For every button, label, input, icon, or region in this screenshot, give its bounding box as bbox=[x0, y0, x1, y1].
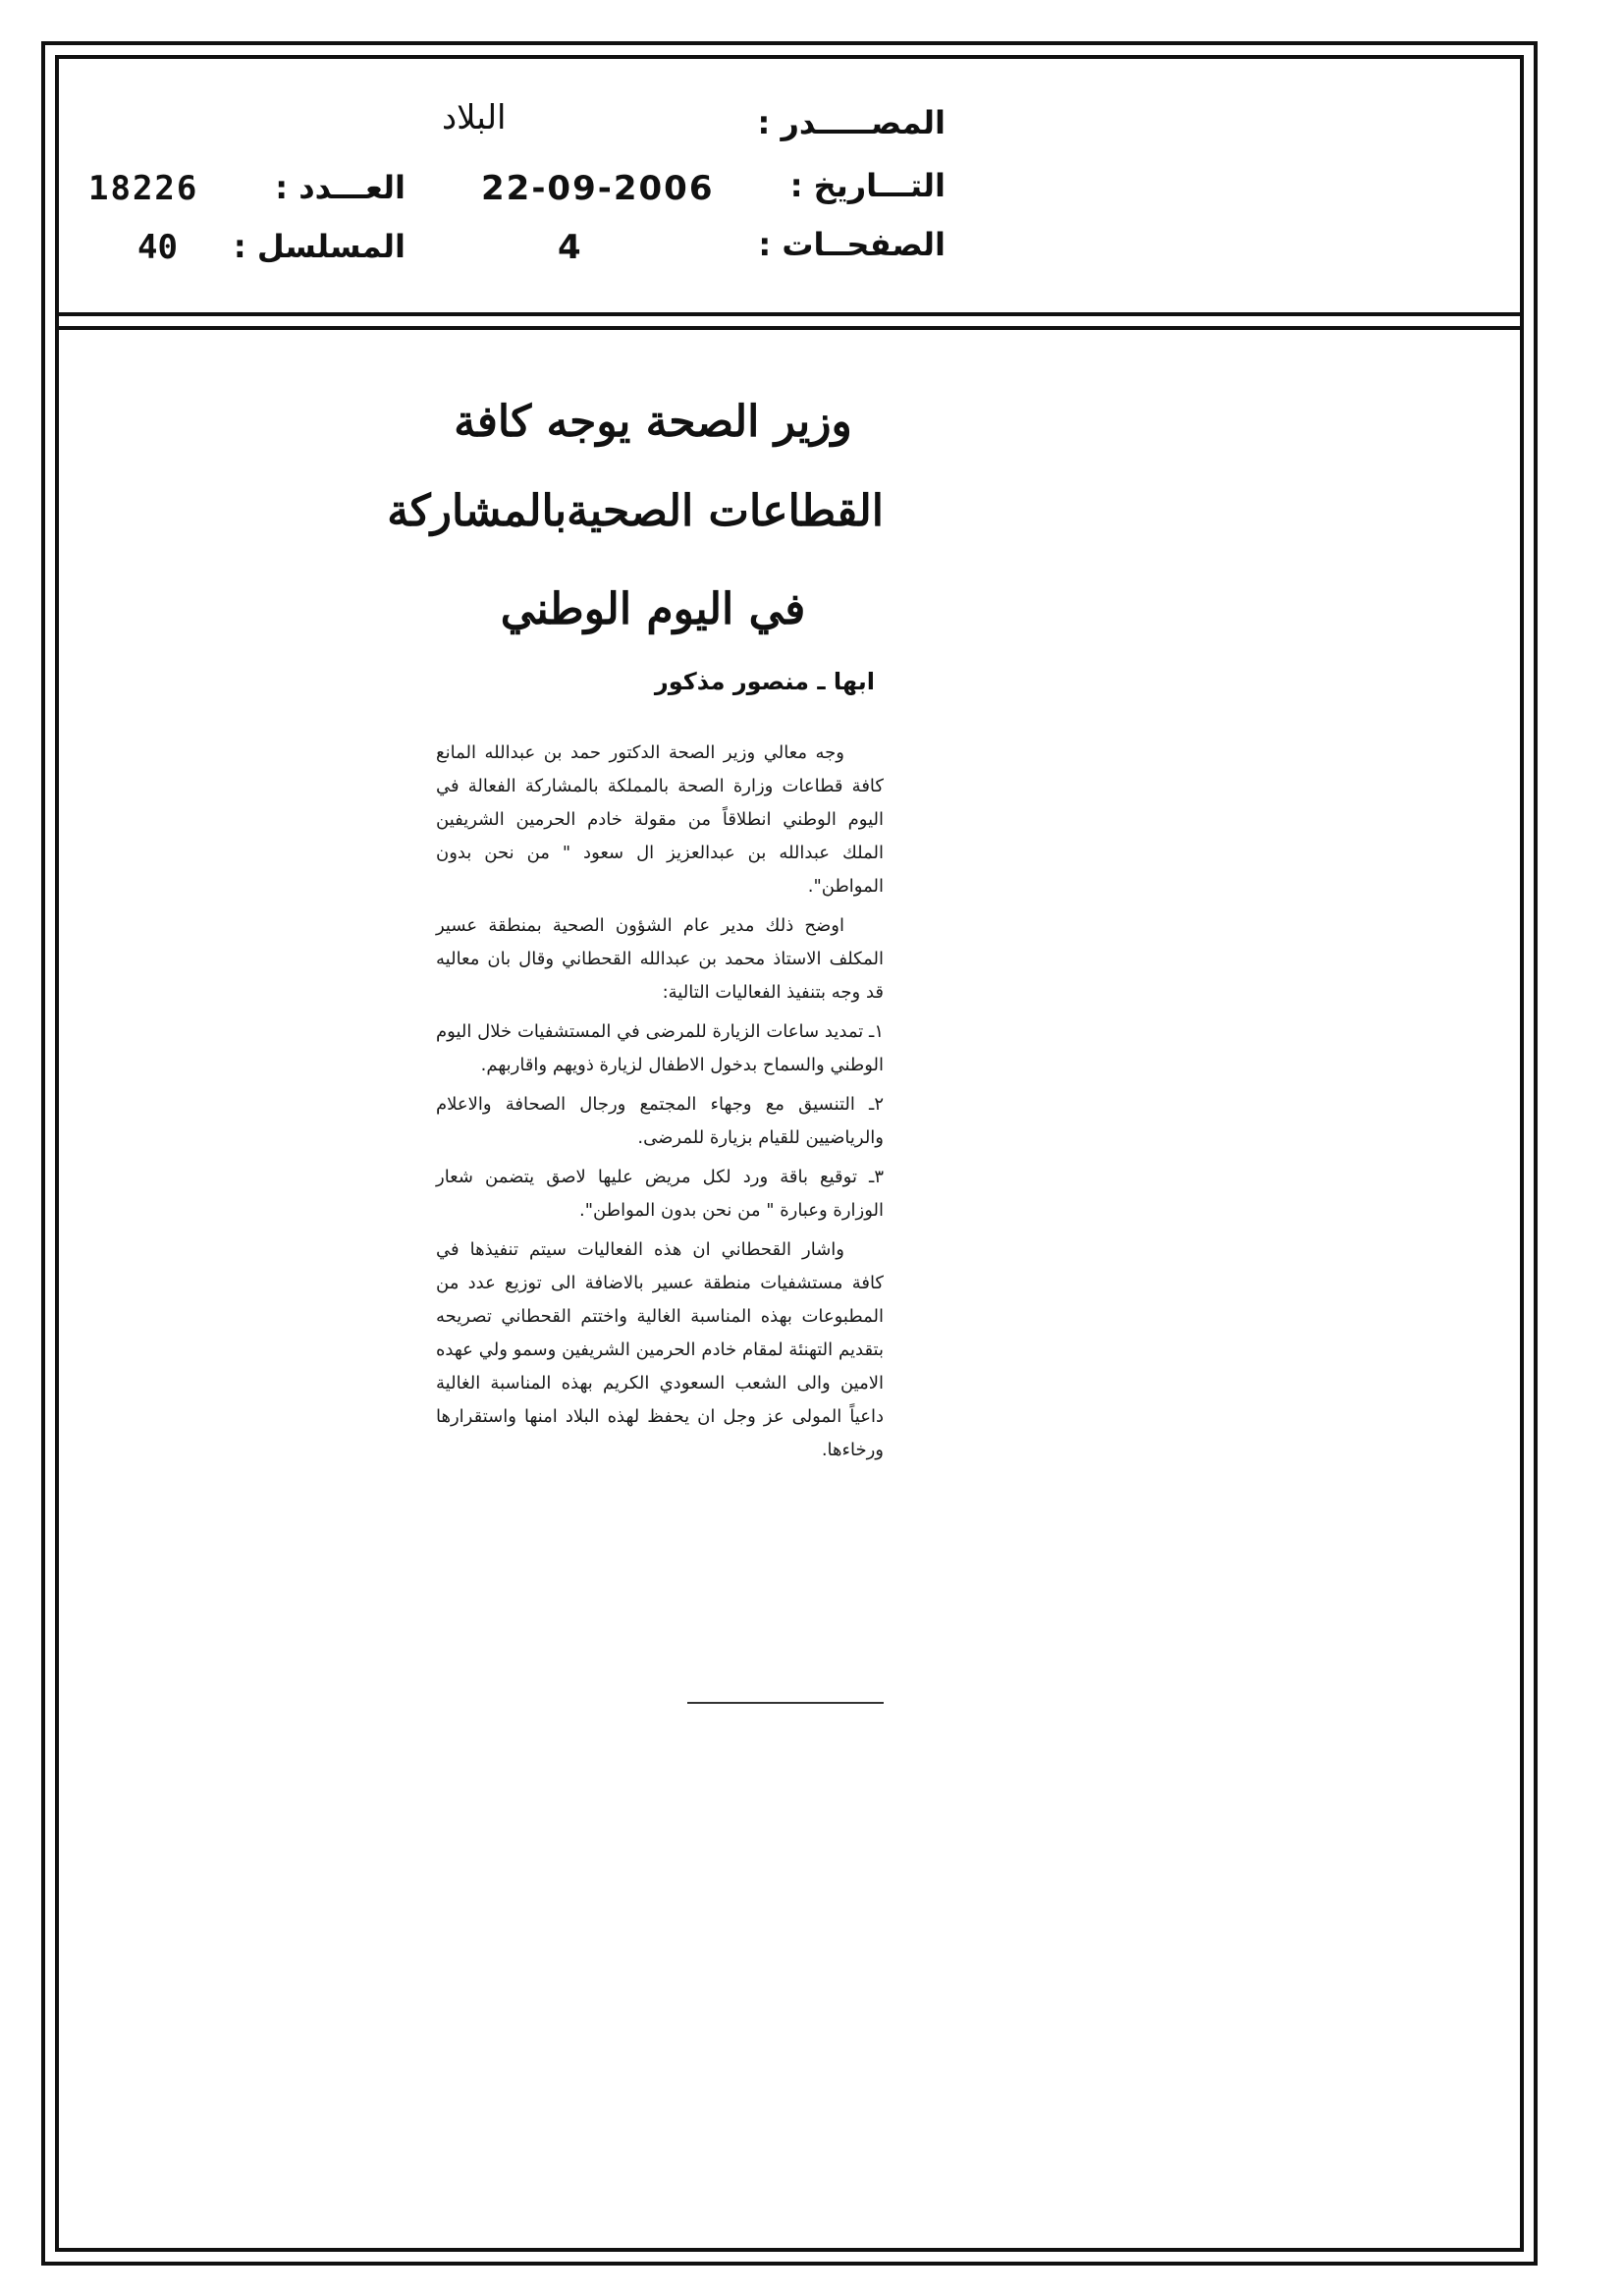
header-divider bbox=[55, 312, 1524, 316]
headline-line-2: القطاعات الصحيةبالمشاركة bbox=[387, 486, 884, 536]
serial-label: المسلسل : bbox=[233, 228, 406, 265]
article-list-item: ١ـ تمديد ساعات الزيارة للمرضى في المستشفيات خلال اليوم الوطني والسماح بدخول الاطفال لزيارة ذويهم واقاربهم. bbox=[436, 1021, 884, 1075]
serial-value: 40 bbox=[137, 228, 178, 267]
article-end-rule bbox=[687, 1702, 884, 1704]
date-label: التـــاريخ : bbox=[789, 167, 946, 204]
source-value: البلاد bbox=[442, 98, 507, 137]
date-value: 22-09-2006 bbox=[481, 169, 715, 208]
source-label: المصـــــدر : bbox=[757, 104, 946, 141]
byline: ابها ـ منصور مذكور bbox=[654, 668, 875, 695]
article-paragraph: وجه معالي وزير الصحة الدكتور حمد بن عبدالله المانع كافة قطاعات وزارة الصحة بالمملكة بالمشاركة الفعالة في اليوم الوطني انطلاقاً من مقولة خادم الحرمين الشريفين الملك عبدالله بن عبدالعزيز ال سعود " من نحن بدون المواطن". bbox=[436, 742, 884, 897]
issue-label: العـــدد : bbox=[275, 169, 406, 206]
article-body bbox=[436, 737, 884, 1473]
issue-value: 18226 bbox=[88, 169, 199, 208]
article-list-item: ٣ـ توقيع باقة ورد لكل مريض عليها لاصق يتضمن شعار الوزارة وعبارة " من نحن بدون المواطن". bbox=[436, 1167, 884, 1221]
article-paragraph: اوضح ذلك مدير عام الشؤون الصحية بمنطقة عسير المكلف الاستاذ محمد بن عبدالله القحطاني وقال بان معاليه قد وجه بتنفيذ الفعاليات التالية: bbox=[436, 915, 884, 1003]
article-list-item: ٢ـ التنسيق مع وجهاء المجتمع ورجال الصحافة والاعلام والرياضيين للقيام بزيارة للمرضى. bbox=[436, 1094, 884, 1148]
headline-line-3: في اليوم الوطني bbox=[500, 584, 806, 634]
pages-label: الصفحــات : bbox=[758, 226, 946, 263]
header-divider-secondary bbox=[55, 326, 1524, 330]
headline-line-1: وزير الصحة يوجه كافة bbox=[454, 397, 852, 447]
pages-value: 4 bbox=[558, 228, 581, 267]
article-paragraph: واشار القحطاني ان هذه الفعاليات سيتم تنفيذها في كافة مستشفيات منطقة عسير بالاضافة الى توزيع عدد من المطبوعات بهذه المناسبة الغالية واختتم القحطاني تصريحه بتقديم التهنئة لمقام خادم الحرمين الشريفين وسمو ولي عهده الامين والى الشعب السعودي الكريم بهذه المناسبة الغالية داعياً المولى عز وجل ان يحفظ لهذه البلاد امنها واستقرارها ورخاءها. bbox=[436, 1239, 884, 1460]
